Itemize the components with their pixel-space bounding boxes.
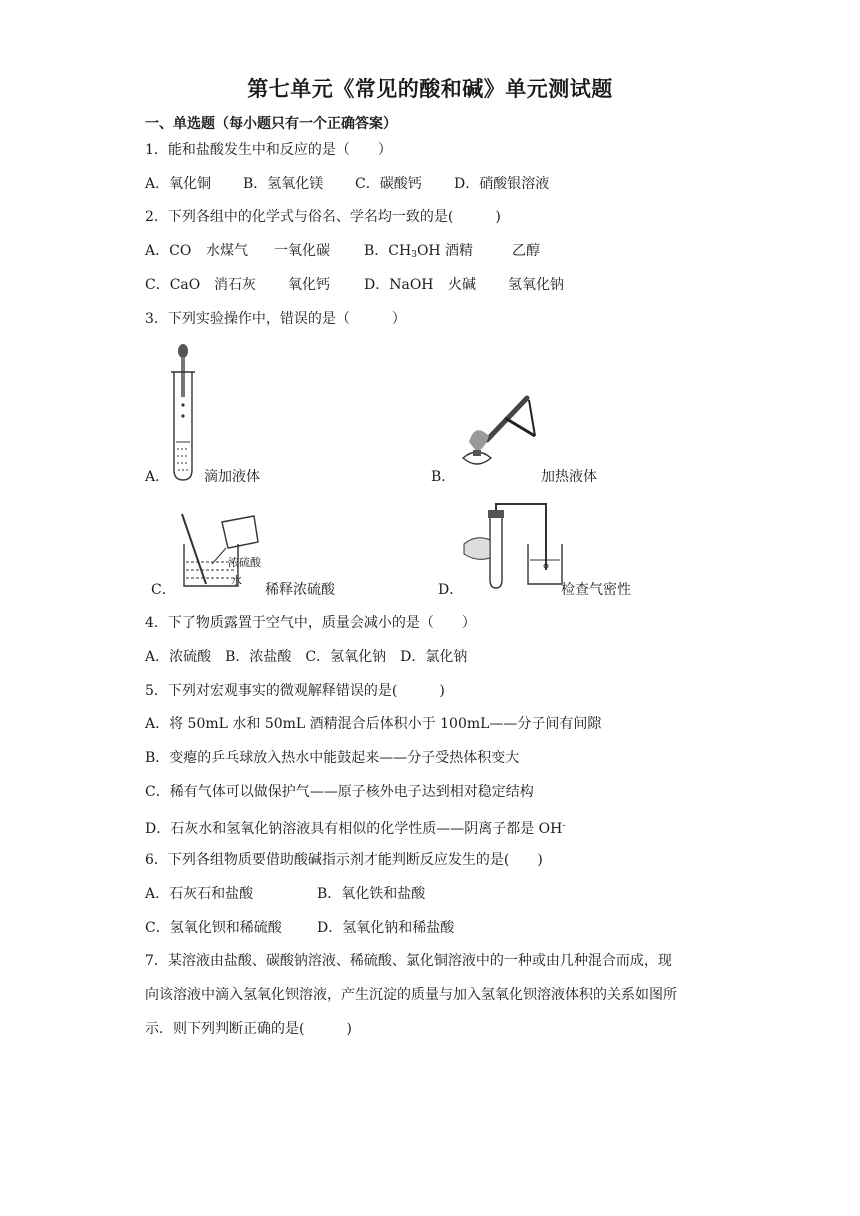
- q2-b-formula-sub: 3: [411, 250, 417, 260]
- q2-option-b-common: 酒精: [445, 243, 473, 259]
- q5-option-b: B．变瘪的乒乓球放入热水中能鼓起来——分子受热体积变大: [145, 750, 520, 766]
- q5-option-d: [145, 816, 565, 839]
- q2-option-a-scientific: 一氧化碳: [274, 243, 330, 259]
- q1-stem: 1．能和盐酸发生中和反应的是（ ）: [145, 142, 392, 158]
- q3-option-c-letter: C．: [151, 582, 176, 598]
- q3-option-a-letter: A．: [145, 469, 170, 485]
- q6-stem: 6．下列各组物质要借助酸碱指示剂才能判断反应发生的是( ): [145, 852, 543, 868]
- page-title: 第七单元《常见的酸和碱》单元测试题: [247, 77, 613, 101]
- glass-rod: [182, 514, 206, 584]
- q5-option-c: C．稀有气体可以做保护气——原子核外电子达到相对稳定结构: [145, 784, 534, 800]
- q2-option-d-scientific: 氢氧化钠: [508, 277, 564, 293]
- flame: [469, 430, 489, 452]
- q3-option-c-label: 稀释浓硫酸: [265, 582, 335, 598]
- q2-option-c-common: 消石灰: [214, 277, 256, 293]
- dropper-tube: [181, 357, 185, 397]
- figure-diluting-acid: [176, 508, 266, 592]
- stopper: [488, 510, 504, 518]
- q3-option-a-label: 滴加液体: [204, 469, 260, 485]
- q3-stem: 3．下列实验操作中，错误的是（ ）: [145, 311, 406, 327]
- q5-option-d-superscript: -: [562, 821, 566, 831]
- q2-option-c-scientific: 氧化钙: [288, 277, 330, 293]
- q2-option-a-common: 水煤气: [206, 243, 248, 259]
- tube-holder: [505, 418, 535, 436]
- q6-option-b: B．氧化铁和盐酸: [317, 886, 426, 902]
- q2-stem: 2．下列各组中的化学式与俗名、学名均一致的是( ): [145, 209, 501, 225]
- q2-option-b-formula: [364, 241, 441, 265]
- q3-option-b-letter: B．: [431, 469, 456, 485]
- q6-option-a: A．石灰石和盐酸: [145, 886, 254, 902]
- q5-option-d-text: D．石灰水和氢氧化钠溶液具有相似的化学性质——阴离子都是 OH: [145, 821, 563, 837]
- q2-option-a-formula: A．CO: [145, 243, 192, 259]
- section-heading: 一、单选题（每小题只有一个正确答案）: [145, 116, 397, 132]
- q2-option-b-scientific: 乙醇: [512, 243, 540, 259]
- hand: [464, 538, 490, 560]
- q4-stem: 4．下了物质露置于空气中，质量会减小的是（ ）: [145, 615, 476, 631]
- q2-option-c-formula: C．CaO: [145, 277, 201, 293]
- label-water: 水: [231, 574, 242, 587]
- q1-option-a: A．氧化铜: [145, 176, 212, 192]
- q6-option-d: D．氢氧化钠和稀盐酸: [317, 920, 455, 936]
- q2-b-formula-post: OH: [416, 243, 441, 259]
- q7-line-3: 示．则下列判断正确的是( ): [145, 1021, 352, 1037]
- q3-option-d-letter: D．: [438, 582, 464, 598]
- pouring-cylinder: [222, 516, 258, 548]
- q4-options: A．浓硫酸 B．浓盐酸 C．氢氧化钠 D．氯化钠: [145, 649, 468, 665]
- q7-line-1: 7．某溶液由盐酸、碳酸钠溶液、稀硫酸、氯化铜溶液中的一种或由几种混合而成，现: [145, 953, 672, 969]
- q7-line-2: 向该溶液中滴入氢氧化钡溶液，产生沉淀的质量与加入氢氧化钡溶液体积的关系如图所: [145, 987, 677, 1003]
- q2-b-formula-pre: B．CH: [364, 243, 412, 259]
- label-concentrated-acid: 浓硫酸: [228, 556, 261, 569]
- q3-option-b-label: 加热液体: [541, 469, 597, 485]
- q1-option-b: B．氢氧化镁: [243, 176, 324, 192]
- q6-option-c: C．氢氧化钡和稀硫酸: [145, 920, 282, 936]
- q3-option-d-label: 检查气密性: [561, 582, 631, 598]
- dropper-bulb: [178, 344, 188, 358]
- q2-option-d-formula: D．NaOH: [364, 277, 434, 293]
- q5-stem: 5．下列对宏观事实的微观解释错误的是( ): [145, 683, 445, 699]
- figure-dropping-liquid: [168, 342, 202, 484]
- figure-airtightness-check: [462, 500, 566, 590]
- q5-option-a: A．将 50mL 水和 50mL 酒精混合后体积小于 100mL——分子间有间隙: [145, 716, 602, 732]
- q2-option-d-common: 火碱: [448, 277, 476, 293]
- q1-option-c: C．碳酸钙: [355, 176, 422, 192]
- q1-option-d: D．硝酸银溶液: [454, 176, 550, 192]
- test-tube: [490, 514, 502, 588]
- figure-heating-liquid: [455, 392, 545, 474]
